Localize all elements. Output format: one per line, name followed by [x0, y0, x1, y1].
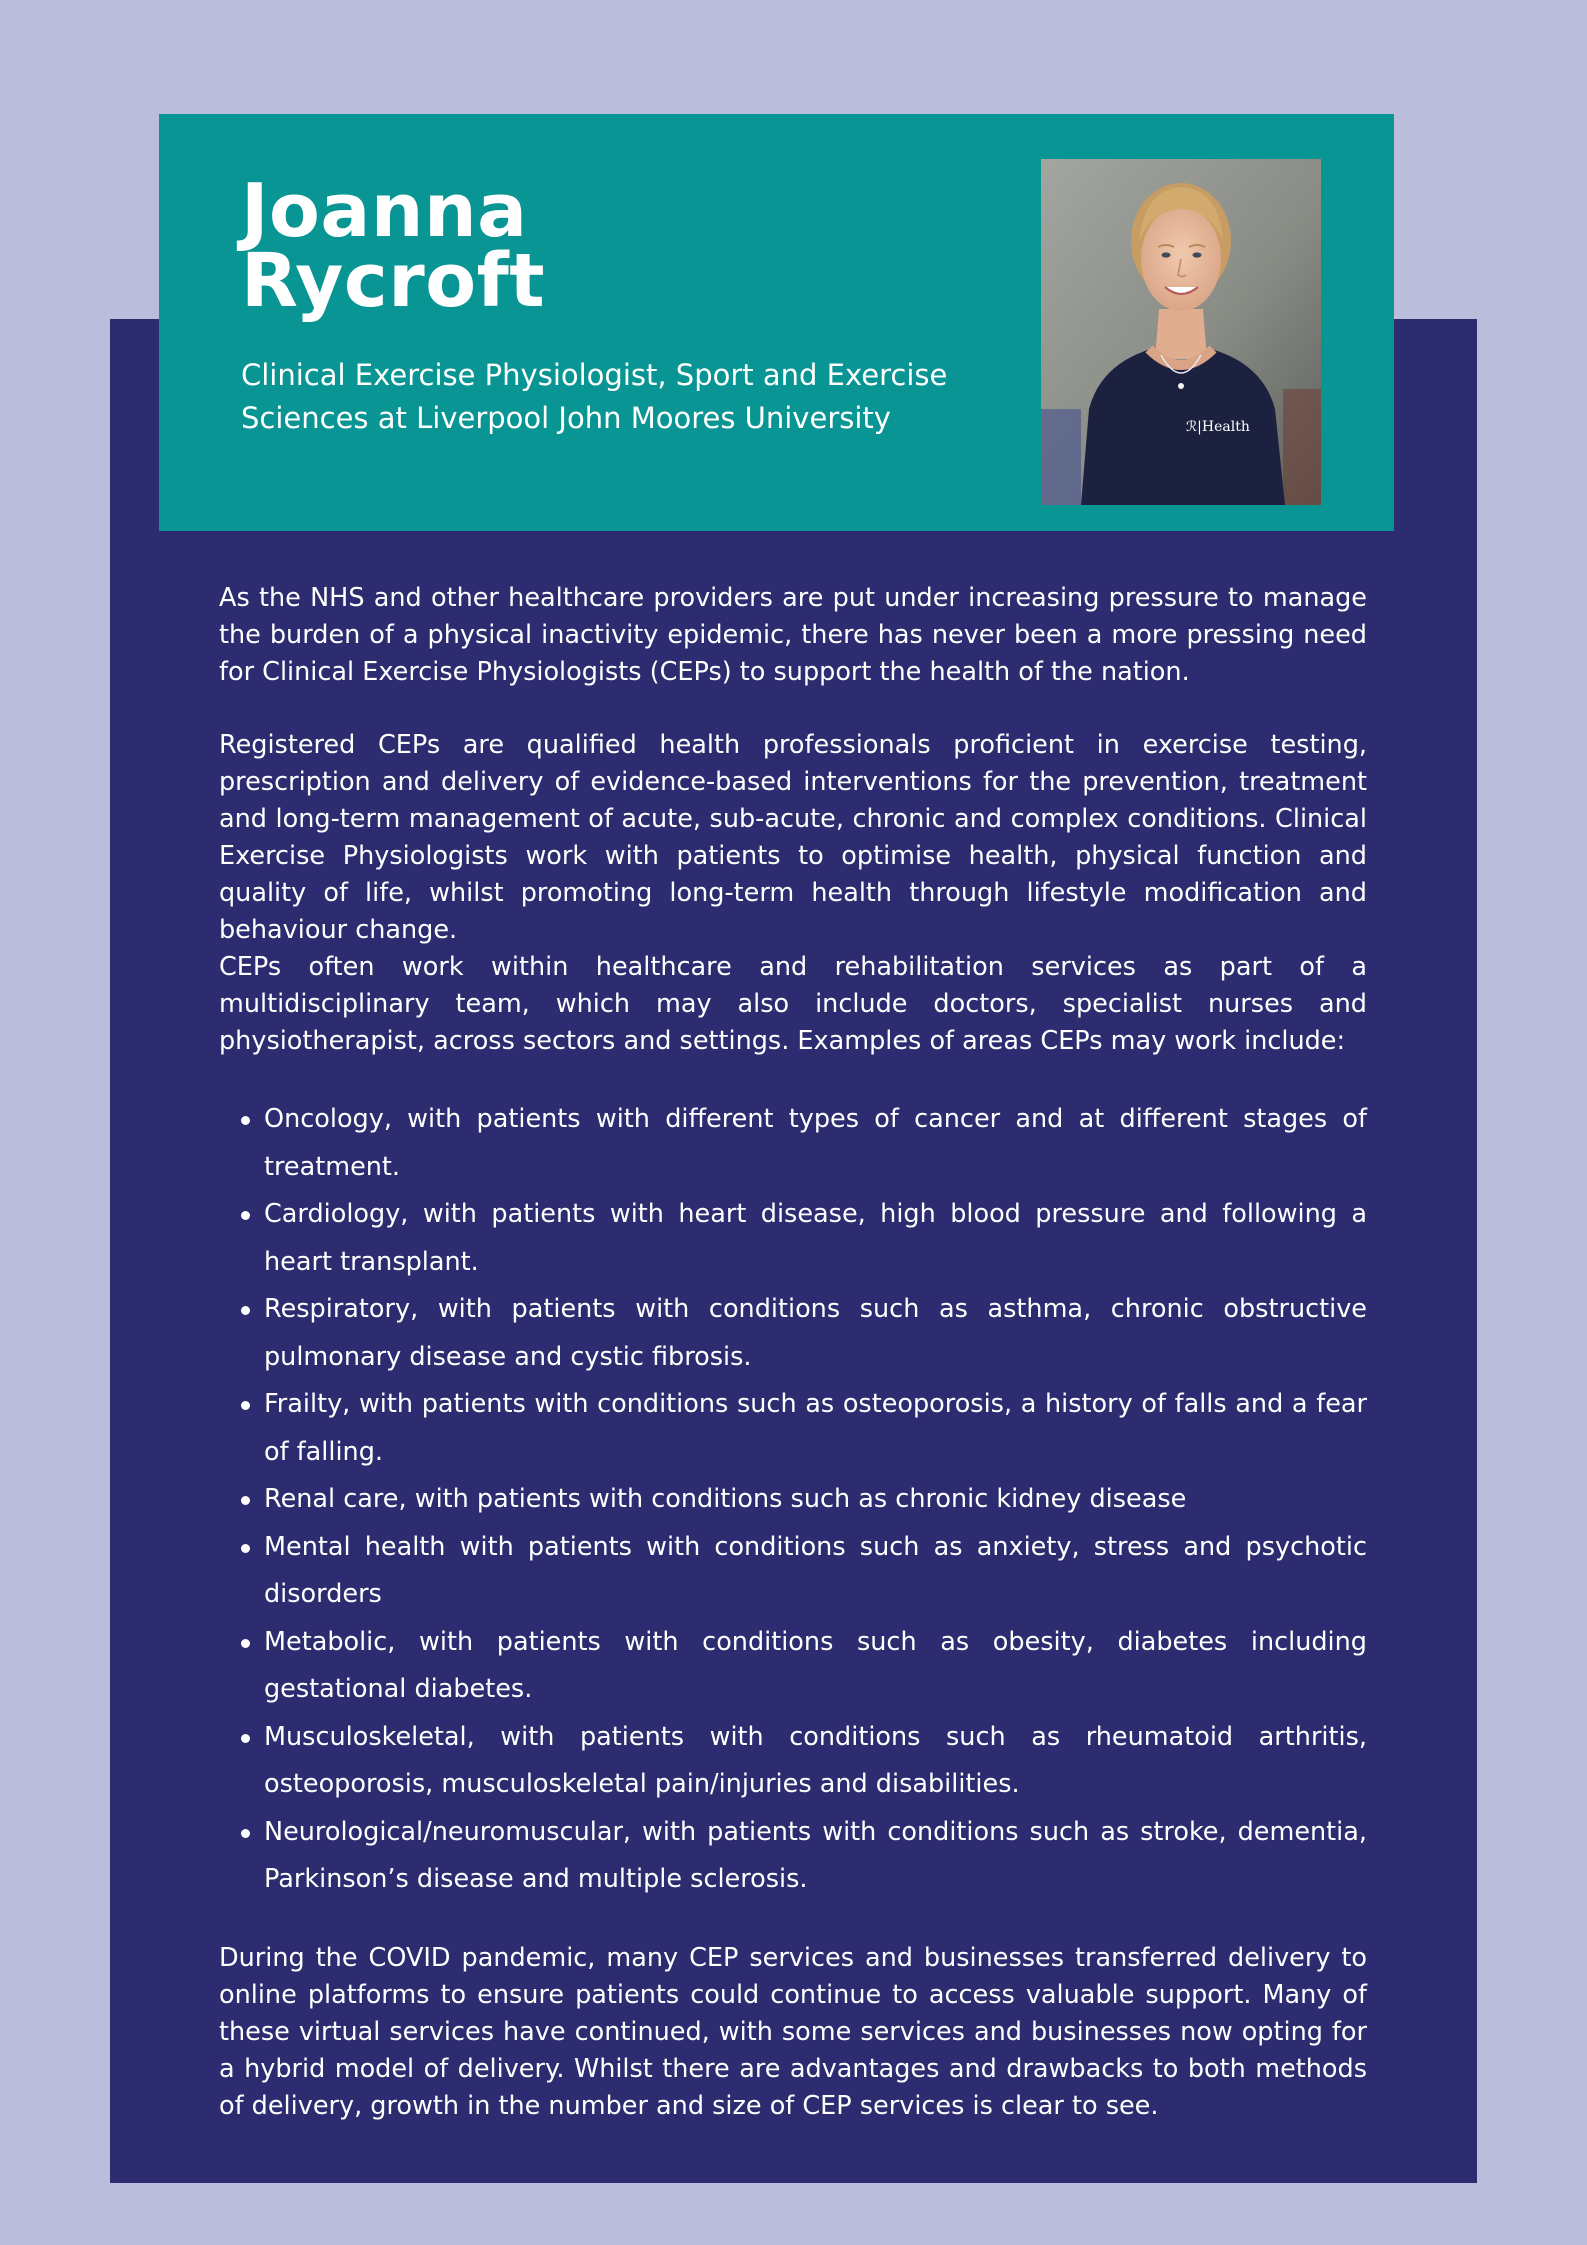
list-item: Frailty, with patients with conditions such as osteoporosis, a history of falls and a fear of falling. — [219, 1381, 1367, 1476]
list-item: Oncology, with patients with different types of cancer and at different stages of treatment. — [219, 1096, 1367, 1191]
article-body — [219, 580, 1367, 2125]
profile-header — [159, 114, 1394, 531]
list-item: Musculoskeletal, with patients with conditions such as rheumatoid arthritis, osteoporosis, musculoskeletal pain/injuries and disabilities. — [219, 1714, 1367, 1809]
list-item: Respiratory, with patients with conditions such as asthma, chronic obstructive pulmonary disease and cystic fibrosis. — [219, 1286, 1367, 1381]
shirt-logo: ℛ|Health — [1186, 419, 1250, 435]
last-name: Rycroft — [241, 238, 546, 324]
work-settings-paragraph: CEPs often work within healthcare and rehabilitation services as part of a multidisciplinary team, which may also include doctors, specialist nurses and physiotherapist, across sectors and settings. Examples of areas CEPs may work include: — [219, 952, 1367, 1056]
work-areas-list — [219, 1096, 1367, 1904]
list-item: Renal care, with patients with conditions such as chronic kidney disease — [219, 1476, 1367, 1524]
subtitle-line-1: Clinical Exercise Physiologist, Sport and Exercise — [241, 358, 948, 392]
covid-paragraph: During the COVID pandemic, many CEP services and businesses transferred delivery to online platforms to ensure patients could continue to access valuable support. Many of these virtual services have continued, with some services and businesses now opting for a hybrid model of delivery. Whilst there are advantages and drawbacks to both methods of delivery, growth in the number and size of CEP services is clear to see. — [219, 1942, 1367, 2121]
list-item: Neurological/neuromuscular, with patients with conditions such as stroke, dementia, Parkinson’s disease and multiple sclerosis. — [219, 1809, 1367, 1904]
list-item: Metabolic, with patients with conditions such as obesity, diabetes including gestational diabetes. — [219, 1619, 1367, 1714]
list-item: Mental health with patients with conditions such as anxiety, stress and psychotic disorders — [219, 1524, 1367, 1619]
profile-name — [241, 168, 546, 324]
profile-subtitle — [241, 354, 1001, 440]
subtitle-line-2: Sciences at Liverpool John Moores University — [241, 401, 891, 435]
profile-photo — [1041, 159, 1321, 505]
list-item: Cardiology, with patients with heart disease, high blood pressure and following a heart transplant. — [219, 1191, 1367, 1286]
first-name: Joanna — [241, 168, 528, 254]
intro-paragraph: As the NHS and other healthcare providers are put under increasing pressure to manage the burden of a physical inactivity epidemic, there has never been a more pressing need for Clinical Exercise Physiologists (CEPs) to support the health of the nation. — [219, 583, 1367, 687]
registered-ceps-paragraph: Registered CEPs are qualified health professionals proficient in exercise testing, prescription and delivery of evidence-based interventions for the prevention, treatment and long-term management of acute, sub-acute, chronic and complex conditions. Clinical Exercise Physiologists work with patients to optimise health, physical function and quality of life, whilst promoting long-term health through lifestyle modification and behaviour change. — [219, 730, 1367, 945]
